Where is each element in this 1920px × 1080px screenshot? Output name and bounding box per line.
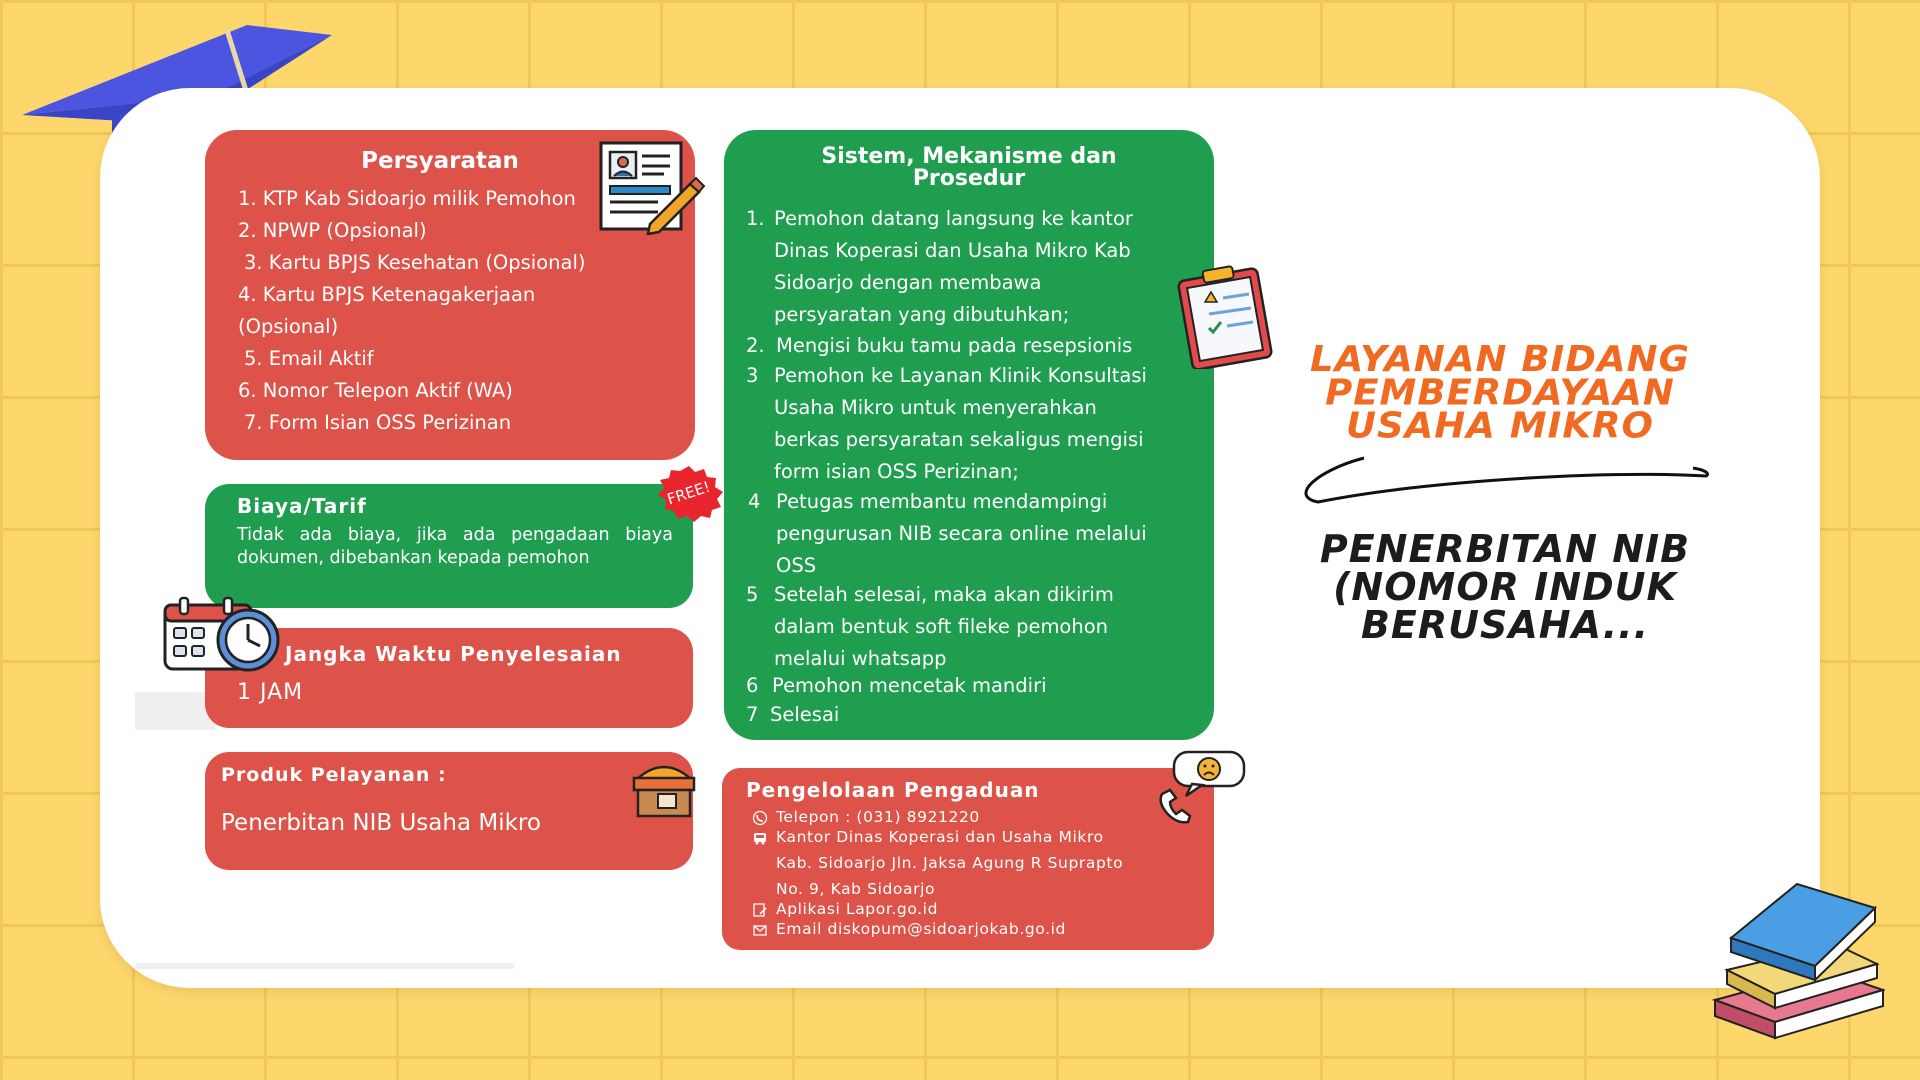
procedure-line: Setelah selesai, maka akan dikirim <box>774 583 1114 606</box>
phone-icon <box>752 810 768 826</box>
procedure-line: Pemohon datang langsung ke kantor <box>774 207 1133 230</box>
requirement-item: 6. Nomor Telepon Aktif (WA) <box>238 379 513 402</box>
complaint-app: Aplikasi Lapor.go.id <box>776 900 939 918</box>
procedure-line: melalui whatsapp <box>774 647 947 670</box>
requirement-item: 4. Kartu BPJS Ketenagakerjaan <box>238 283 536 306</box>
procedure-line: Dinas Koperasi dan Usaha Mikro Kab <box>774 239 1131 262</box>
procedure-line: pengurusan NIB secara online melalui <box>776 522 1147 545</box>
gray-line <box>135 963 515 969</box>
complaint-email: Email diskopum@sidoarjokab.go.id <box>776 920 1066 938</box>
fee-box <box>205 484 693 608</box>
requirement-item: 2. NPWP (Opsional) <box>238 219 427 242</box>
procedure-line: Pemohon mencetak mandiri <box>772 674 1047 697</box>
nib-heading-line1: PENERBITAN NIB <box>1319 527 1691 571</box>
complaint-address: Kab. Sidoarjo Jln. Jaksa Agung R Suprapto <box>776 854 1124 872</box>
mail-icon <box>752 922 768 938</box>
procedure-title <box>744 146 1194 190</box>
service-heading-line1: LAYANAN BIDANG <box>1310 338 1690 380</box>
procedure-line: form isian OSS Perizinan; <box>774 460 1019 483</box>
procedure-title-line1: Sistem, Mekanisme dan <box>821 144 1117 169</box>
complaint-box <box>722 768 1214 950</box>
product-value: Penerbitan NIB Usaha Mikro <box>221 810 541 836</box>
complaint-office: Kantor Dinas Koperasi dan Usaha Mikro <box>776 828 1104 846</box>
service-heading-line3: USAHA MIKRO <box>1345 405 1654 447</box>
procedure-number: 7 <box>746 703 759 726</box>
app-icon <box>752 902 768 918</box>
procedure-number: 5 <box>746 583 759 606</box>
procedure-line: Mengisi buku tamu pada resepsionis <box>776 334 1133 357</box>
nib-heading <box>1300 527 1710 647</box>
gray-strip <box>135 692 215 730</box>
nib-heading-line2: (NOMOR INDUK <box>1333 565 1677 609</box>
procedure-line: Usaha Mikro untuk menyerahkan <box>774 396 1097 419</box>
service-heading <box>1295 338 1705 447</box>
requirement-item: 7. Form Isian OSS Perizinan <box>244 411 512 434</box>
procedure-number: 3 <box>746 364 759 387</box>
procedure-title-line2: Prosedur <box>912 166 1026 191</box>
procedure-line: persyaratan yang dibutuhkan; <box>774 303 1070 326</box>
fee-title: Biaya/Tarif <box>237 494 367 518</box>
complaint-title: Pengelolaan Pengaduan <box>746 778 1040 802</box>
requirement-item: 5. Email Aktif <box>244 347 374 370</box>
product-title: Produk Pelayanan : <box>221 764 447 786</box>
card-notch <box>135 108 175 138</box>
document-icon <box>598 140 708 235</box>
sad-phone-icon <box>1156 748 1248 828</box>
requirement-item: 1. KTP Kab Sidoarjo milik Pemohon <box>238 187 576 210</box>
procedure-line: Pemohon ke Layanan Klinik Konsultasi <box>774 364 1147 387</box>
duration-value: 1 JAM <box>237 680 304 705</box>
clipboard-icon <box>1175 264 1285 369</box>
procedure-box <box>724 130 1214 740</box>
procedure-number: 4 <box>748 490 761 513</box>
procedure-line: Selesai <box>770 703 840 726</box>
requirement-item: (Opsional) <box>238 315 339 338</box>
procedure-line: Sidoarjo dengan membawa <box>774 271 1042 294</box>
procedure-line: dalam bentuk soft fileke pemohon <box>774 615 1109 638</box>
complaint-phone: Telepon : (031) 8921220 <box>776 808 980 826</box>
service-heading-line2: PEMBERDAYAAN <box>1325 372 1675 413</box>
procedure-line: berkas persyaratan sekaligus mengisi <box>774 428 1144 451</box>
procedure-number: 1. <box>746 207 765 230</box>
complaint-address: No. 9, Kab Sidoarjo <box>776 880 936 898</box>
duration-title: Jangka Waktu Penyelesaian <box>285 642 622 666</box>
procedure-number: 2. <box>746 334 765 357</box>
books-icon <box>1705 880 1885 1040</box>
product-box <box>205 752 693 870</box>
fee-description: Tidak ada biaya, jika ada pengadaan biaya dokumen, dibebankan kepada pemohon <box>237 525 673 568</box>
procedure-line: Petugas membantu mendampingi <box>776 490 1108 513</box>
procedure-line: OSS <box>776 554 817 577</box>
calendar-clock-icon <box>162 596 287 672</box>
product-box-icon <box>628 756 700 818</box>
free-badge <box>652 462 726 522</box>
procedure-number: 6 <box>746 674 759 697</box>
requirement-item: 3. Kartu BPJS Kesehatan (Opsional) <box>244 251 586 274</box>
nib-heading-line3: BERUSAHA... <box>1360 603 1650 647</box>
swoosh-underline <box>1298 452 1710 512</box>
free-badge-text: FREE! <box>664 477 713 509</box>
bus-icon <box>752 830 768 846</box>
requirements-title: Persyaratan <box>361 148 519 174</box>
